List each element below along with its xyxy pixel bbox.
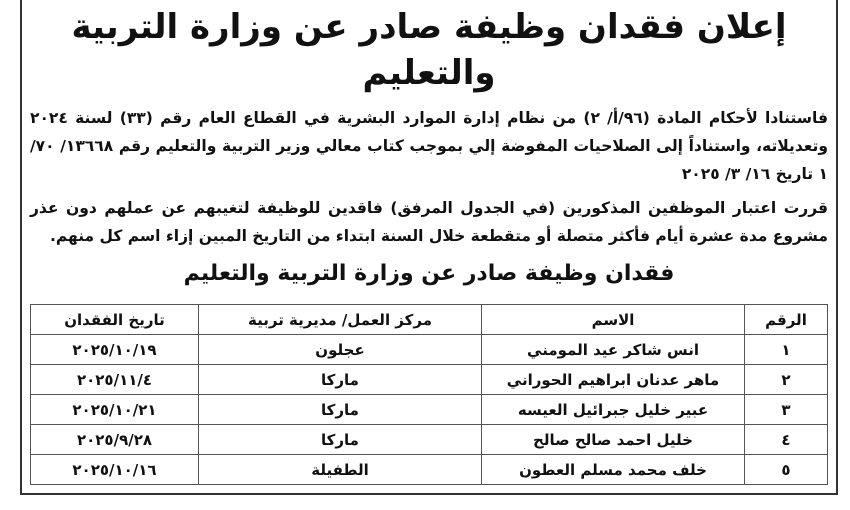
cell-name: خلف محمد مسلم العطون (482, 455, 745, 485)
cell-loss-date: ٢٠٢٥/١٠/٢١ (31, 395, 199, 425)
paragraph-decision: قررت اعتبار الموظفين المذكورين (في الجدول المرفق) فاقدين للوظيفة لتغيبهم عن عملهم دون عذر مشروع مدة عشرة أيام فأكثر متصلة أو متقطعة خلال السنة ابتداء من التاريخ المبين إزاء اسم كل منهم. (30, 199, 828, 245)
cell-loss-date: ٢٠٢٥/٩/٢٨ (31, 425, 199, 455)
header-work-center: مركز العمل/ مديرية تربية (199, 305, 482, 335)
table-row (31, 395, 828, 425)
cell-work-center: ماركا (199, 395, 482, 425)
header-loss-date: تاريخ الفقدان (31, 305, 199, 335)
cell-loss-date: ٢٠٢٥/١٠/١٦ (31, 455, 199, 485)
cell-number: ١ (745, 335, 828, 365)
announcement-title: إعلان فقدان وظيفة صادر عن وزارة التربية والتعليم (71, 7, 787, 93)
table-row (31, 425, 828, 455)
header-name: الاسم (482, 305, 745, 335)
cell-work-center: ماركا (199, 365, 482, 395)
employees-table (30, 304, 828, 485)
table-row (31, 335, 828, 365)
table-row (31, 455, 828, 485)
paragraph-legal-basis: فاستنادا لأحكام المادة (٩٦/أ/ ٢) من نظام إدارة الموارد البشرية في القطاع العام رقم (٣٣) لسنة ٢٠٢٤ وتعديلاته، واستناداً إلى الصلاحيات المفوضة إلي بموجب كتاب معالي وزير التربية والتعليم رقم ١٣٦٦٨/ ٧٠/ ١ تاريخ ١٦/ ٣/ ٢٠٢٥ (30, 109, 829, 183)
cell-number: ٢ (745, 365, 828, 395)
cell-work-center: الطفيلة (199, 455, 482, 485)
announcement-border (20, 0, 838, 495)
table-title: فقدان وظيفة صادر عن وزارة التربية والتعليم (183, 261, 675, 286)
cell-name: ماهر عدنان ابراهيم الحوراني (482, 365, 745, 395)
table-header-row (31, 305, 828, 335)
header-number: الرقم (745, 305, 828, 335)
cell-work-center: عجلون (199, 335, 482, 365)
cell-loss-date: ٢٠٢٥/١١/٤ (31, 365, 199, 395)
cell-name: خليل احمد صالح صالح (482, 425, 745, 455)
table-row (31, 365, 828, 395)
cell-number: ٣ (745, 395, 828, 425)
cell-number: ٤ (745, 425, 828, 455)
cell-loss-date: ٢٠٢٥/١٠/١٩ (31, 335, 199, 365)
cell-number: ٥ (745, 455, 828, 485)
cell-work-center: ماركا (199, 425, 482, 455)
cell-name: انس شاكر عيد المومني (482, 335, 745, 365)
cell-name: عبير خليل جبرائيل العيسه (482, 395, 745, 425)
